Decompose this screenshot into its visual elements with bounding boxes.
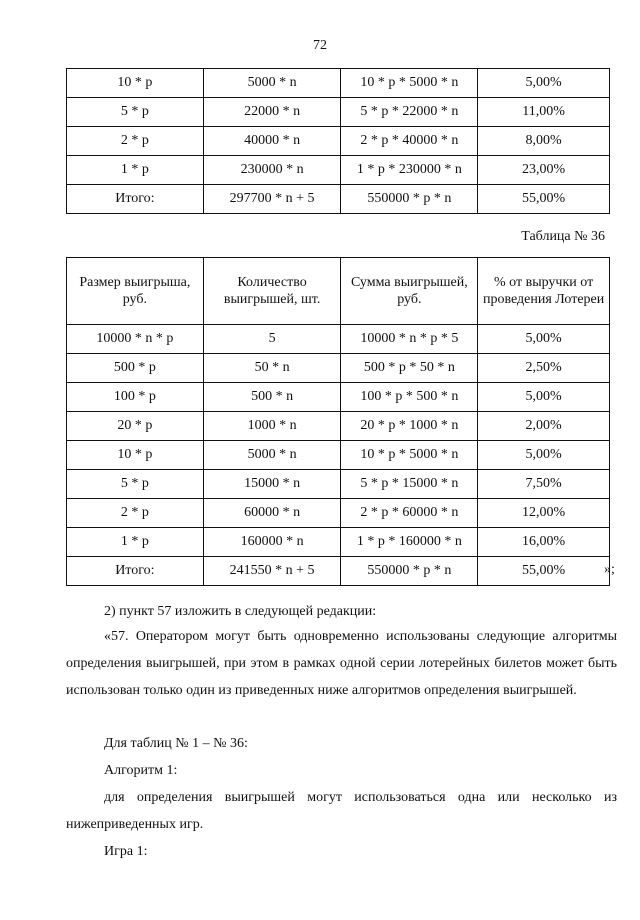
table-row bbox=[67, 185, 610, 214]
cell-revenue-percent: 12,00% bbox=[478, 499, 610, 528]
cell-prize-count: 1000 * n bbox=[203, 412, 341, 441]
cell-prize-sum: 10 * р * 5000 * n bbox=[341, 441, 478, 470]
cell-prize-count: 160000 * n bbox=[203, 528, 341, 557]
cell-prize-size: 10 * р bbox=[67, 441, 204, 470]
cell-prize-sum: 550000 * р * n bbox=[341, 557, 478, 586]
table-row bbox=[67, 557, 610, 586]
cell-prize-sum: 1 * р * 230000 * n bbox=[341, 156, 478, 185]
cell-revenue-percent: 7,50% bbox=[478, 470, 610, 499]
cell-prize-size: 10 * р bbox=[67, 69, 204, 98]
header-revenue-percent: % от выручки от проведения Лотереи bbox=[478, 258, 610, 325]
prize-table-36 bbox=[66, 257, 610, 586]
table-row bbox=[67, 127, 610, 156]
algorithm-description-text: для определения выигрышей могут использоваться одна или несколько из нижеприведенных игр. bbox=[66, 790, 617, 832]
cell-prize-size: 5 * р bbox=[67, 98, 204, 127]
cell-prize-size: 2 * р bbox=[67, 499, 204, 528]
cell-prize-size: 1 * р bbox=[67, 156, 204, 185]
cell-prize-size: 10000 * n * р bbox=[67, 325, 204, 354]
table-row bbox=[67, 354, 610, 383]
table-header-row bbox=[67, 258, 610, 325]
cell-prize-count: 5 bbox=[203, 325, 341, 354]
cell-prize-sum: 500 * р * 50 * n bbox=[341, 354, 478, 383]
cell-prize-count: 50 * n bbox=[203, 354, 341, 383]
cell-prize-count: 297700 * n + 5 bbox=[203, 185, 341, 214]
cell-prize-sum: 20 * р * 1000 * n bbox=[341, 412, 478, 441]
cell-prize-sum: 10000 * n * р * 5 bbox=[341, 325, 478, 354]
header-prize-sum: Сумма выигрышей, руб. bbox=[341, 258, 478, 325]
table-row bbox=[67, 325, 610, 354]
algorithm-1-text: Алгоритм 1: bbox=[104, 763, 178, 778]
cell-prize-count: 60000 * n bbox=[203, 499, 341, 528]
cell-prize-count: 40000 * n bbox=[203, 127, 341, 156]
cell-revenue-percent: 8,00% bbox=[478, 127, 610, 156]
cell-revenue-percent: 55,00% bbox=[478, 185, 610, 214]
cell-prize-count: 15000 * n bbox=[203, 470, 341, 499]
cell-prize-size: 100 * р bbox=[67, 383, 204, 412]
cell-prize-count: 241550 * n + 5 bbox=[203, 557, 341, 586]
table-row bbox=[67, 499, 610, 528]
tables-reference bbox=[66, 730, 617, 757]
cell-prize-size: 5 * р bbox=[67, 470, 204, 499]
cell-prize-size: Итого: bbox=[67, 185, 204, 214]
table-row bbox=[67, 528, 610, 557]
cell-prize-size: 2 * р bbox=[67, 127, 204, 156]
cell-revenue-percent: 5,00% bbox=[478, 69, 610, 98]
game-1-text: Игра 1: bbox=[104, 844, 148, 859]
cell-prize-sum: 5 * р * 15000 * n bbox=[341, 470, 478, 499]
cell-revenue-percent: 11,00% bbox=[478, 98, 610, 127]
algorithm-1-heading bbox=[66, 757, 617, 784]
cell-prize-sum: 2 * р * 40000 * n bbox=[341, 127, 478, 156]
cell-prize-sum: 2 * р * 60000 * n bbox=[341, 499, 478, 528]
cell-revenue-percent: 2,50% bbox=[478, 354, 610, 383]
table-row bbox=[67, 441, 610, 470]
cell-revenue-percent: 5,00% bbox=[478, 383, 610, 412]
closing-quote-mark: »; bbox=[604, 562, 615, 577]
cell-prize-count: 230000 * n bbox=[203, 156, 341, 185]
table-caption: Таблица № 36 bbox=[521, 229, 605, 244]
cell-prize-sum: 100 * р * 500 * n bbox=[341, 383, 478, 412]
page-number: 72 bbox=[313, 38, 327, 53]
table-row bbox=[67, 470, 610, 499]
cell-prize-sum: 550000 * р * n bbox=[341, 185, 478, 214]
algorithm-description bbox=[66, 784, 617, 838]
game-1-heading bbox=[66, 838, 617, 865]
cell-prize-count: 5000 * n bbox=[203, 69, 341, 98]
table-row bbox=[67, 98, 610, 127]
prize-table-continuation bbox=[66, 68, 610, 214]
header-prize-count: Количество выигрышей, шт. bbox=[203, 258, 341, 325]
cell-prize-count: 500 * n bbox=[203, 383, 341, 412]
paragraph-57 bbox=[66, 623, 617, 704]
paragraph-57-text: «57. Оператором могут быть одновременно использованы следующие алгоритмы определения выигрышей, при этом в рамках одной серии лотерейных билетов может быть использован только один из приведенных ниже алгоритмов определения выигрышей. bbox=[66, 629, 617, 698]
cell-revenue-percent: 16,00% bbox=[478, 528, 610, 557]
cell-prize-sum: 1 * р * 160000 * n bbox=[341, 528, 478, 557]
cell-prize-count: 5000 * n bbox=[203, 441, 341, 470]
cell-prize-sum: 10 * р * 5000 * n bbox=[341, 69, 478, 98]
cell-revenue-percent: 5,00% bbox=[478, 441, 610, 470]
header-prize-size: Размер выигрыша, руб. bbox=[67, 258, 204, 325]
cell-revenue-percent: 23,00% bbox=[478, 156, 610, 185]
cell-prize-size: 1 * р bbox=[67, 528, 204, 557]
cell-prize-count: 22000 * n bbox=[203, 98, 341, 127]
table-row bbox=[67, 69, 610, 98]
cell-revenue-percent: 2,00% bbox=[478, 412, 610, 441]
cell-prize-size: 20 * р bbox=[67, 412, 204, 441]
cell-prize-sum: 5 * р * 22000 * n bbox=[341, 98, 478, 127]
cell-revenue-percent: 5,00% bbox=[478, 325, 610, 354]
item-2-text: 2) пункт 57 изложить в следующей редакции: bbox=[104, 604, 377, 619]
cell-prize-size: Итого: bbox=[67, 557, 204, 586]
tables-reference-text: Для таблиц № 1 – № 36: bbox=[104, 736, 248, 751]
table-row bbox=[67, 156, 610, 185]
table-row bbox=[67, 383, 610, 412]
cell-prize-size: 500 * р bbox=[67, 354, 204, 383]
item-2-paragraph bbox=[66, 598, 617, 625]
table-row bbox=[67, 412, 610, 441]
cell-revenue-percent: 55,00% bbox=[478, 557, 610, 586]
